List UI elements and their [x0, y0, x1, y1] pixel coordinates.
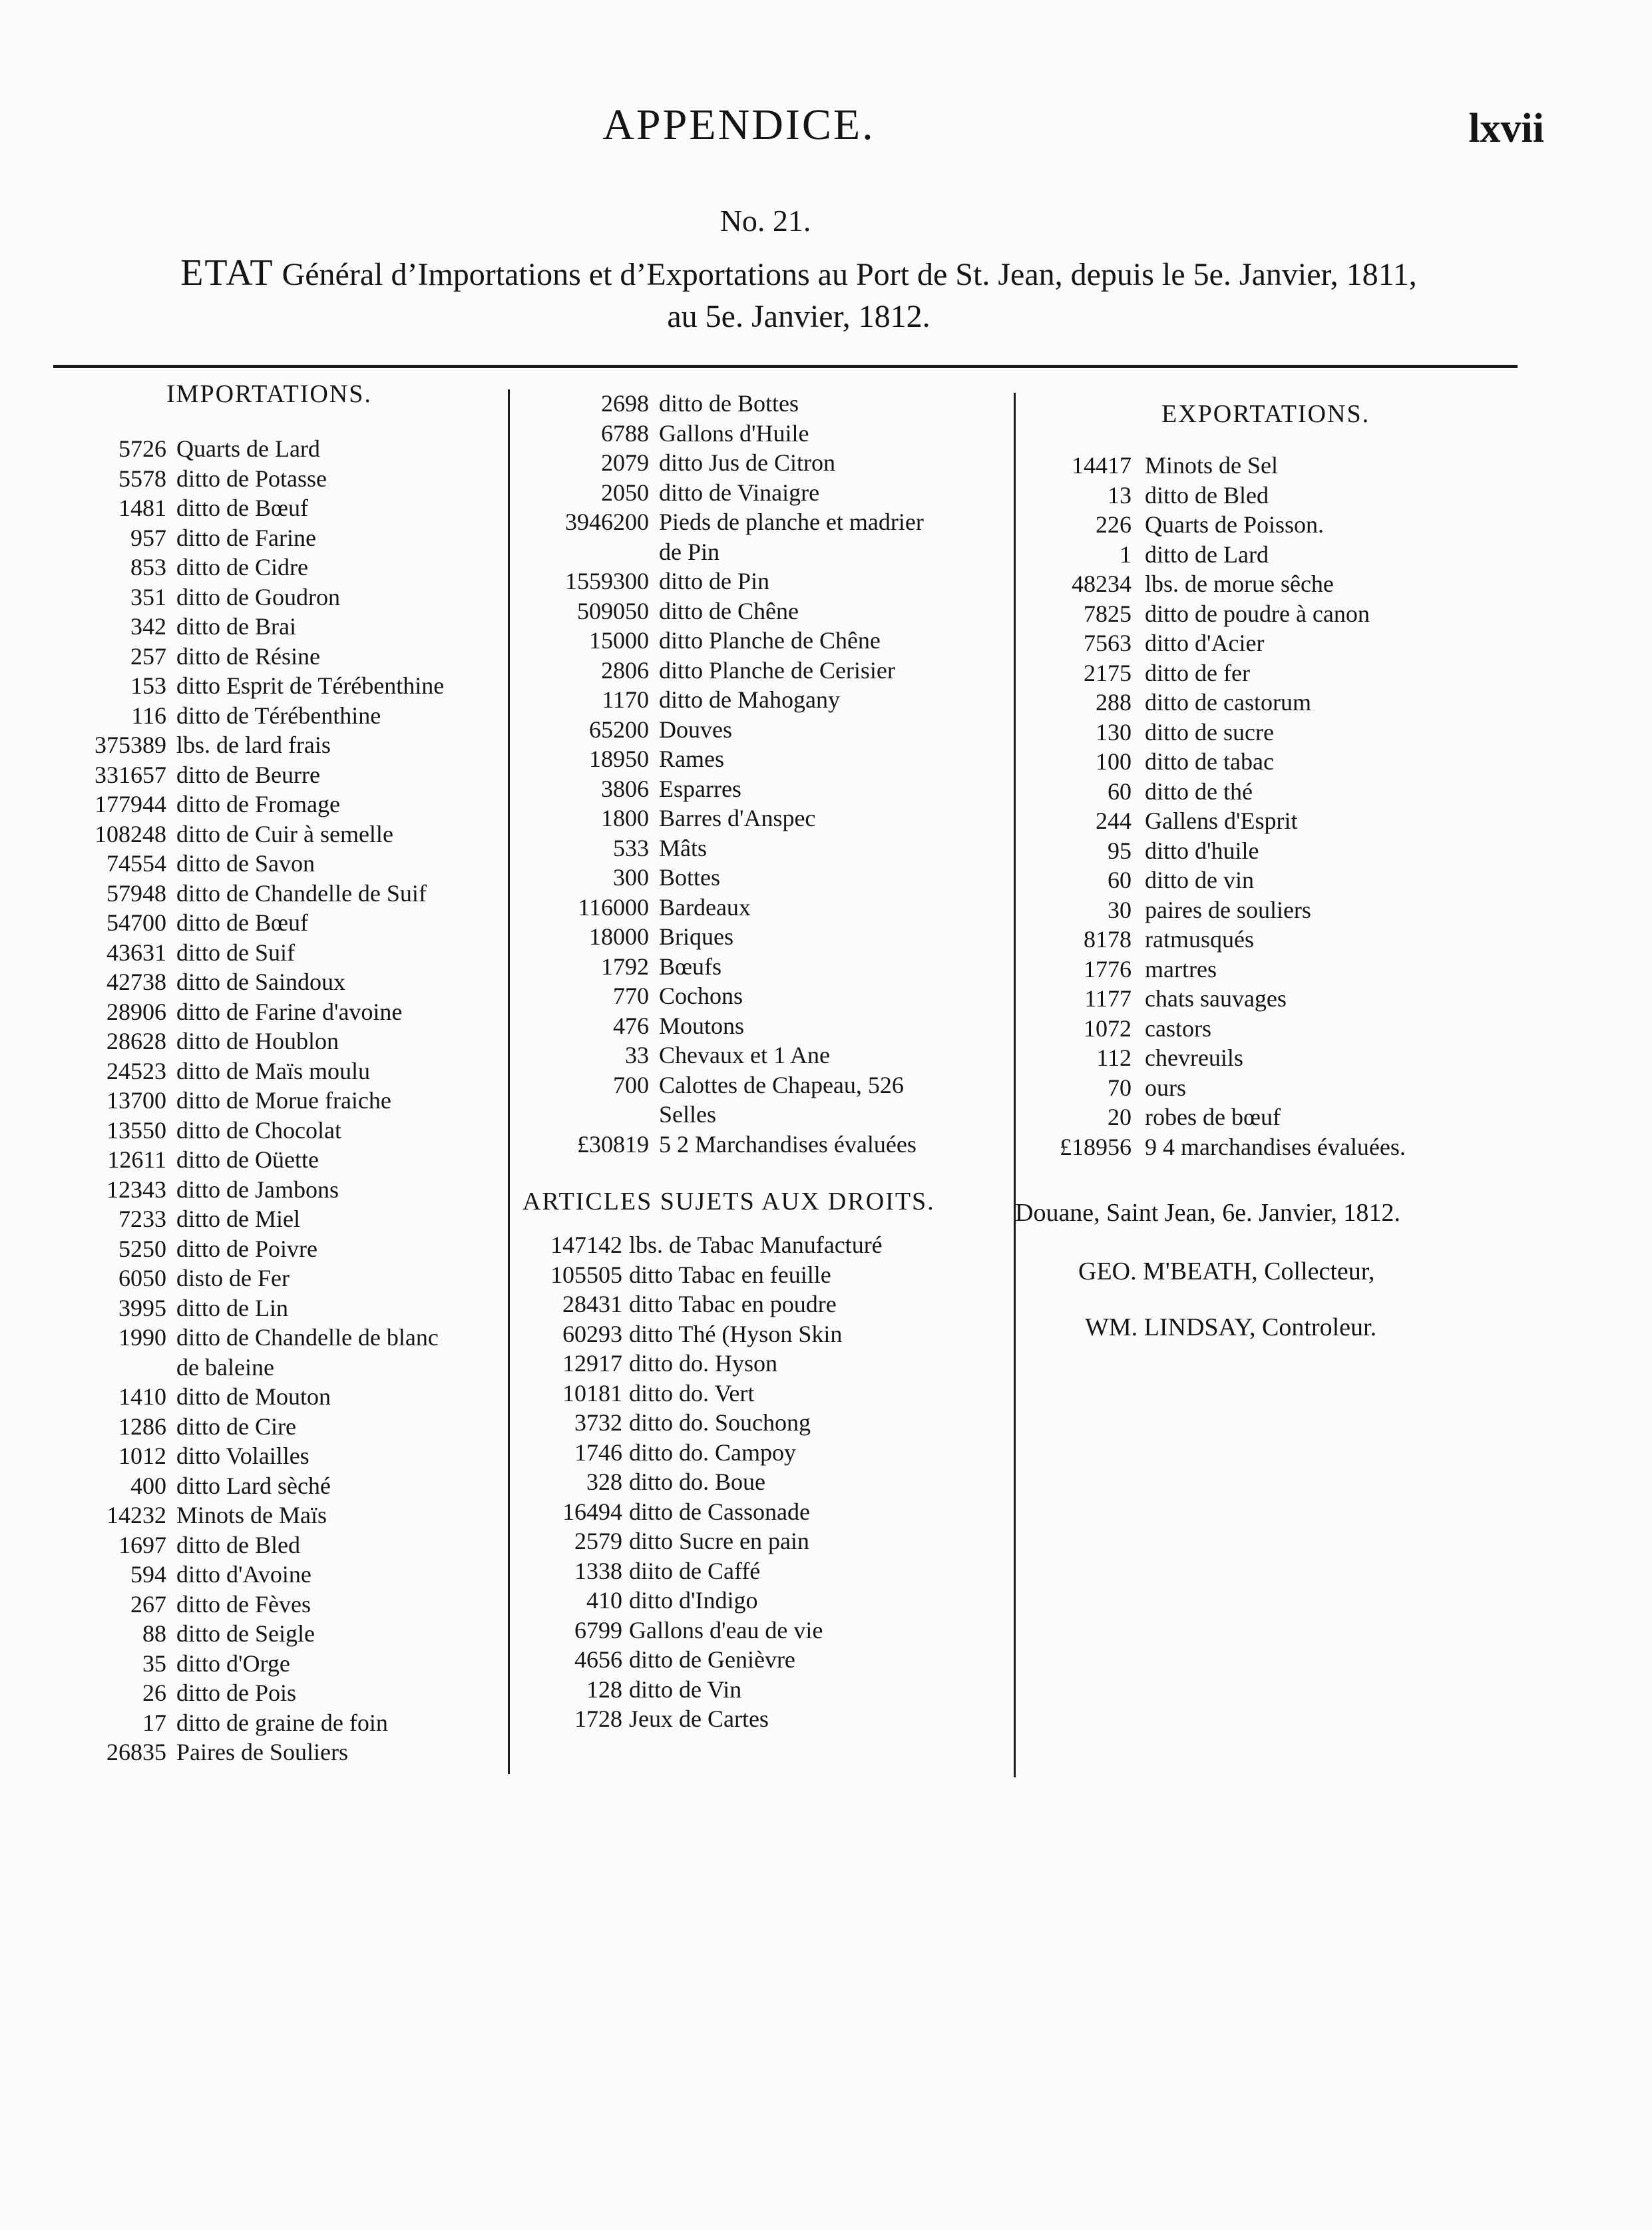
row-description: ditto do. Vert	[629, 1379, 755, 1407]
row-quantity: 1286	[118, 1413, 166, 1440]
row-description: ditto d'huile	[1145, 837, 1259, 864]
row-description: ditto de Vinaigre	[659, 479, 820, 506]
document-title-lead: ETAT	[180, 252, 274, 294]
row-description: ditto de Chocolat	[176, 1116, 341, 1144]
row-description: ditto de Mahogany	[659, 686, 840, 713]
row-description: ditto de Bœuf	[176, 495, 308, 521]
row-description: ditto d'Acier	[1145, 630, 1265, 656]
row-quantity: 8178	[1084, 926, 1132, 953]
row-description: ditto de Farine d'avoine	[176, 998, 403, 1025]
row-description: ditto de Fromage	[176, 791, 340, 817]
row-description: ditto de sucre	[1145, 718, 1274, 746]
row-quantity: 351	[130, 583, 166, 610]
row-quantity: 130	[1096, 718, 1132, 746]
row-description: ditto de tabac	[1145, 748, 1274, 775]
row-quantity: 594	[130, 1561, 166, 1588]
row-quantity: 147142	[550, 1231, 622, 1258]
row-quantity: 4656	[574, 1646, 622, 1673]
row-quantity: 300	[613, 864, 649, 891]
row-quantity: 328	[586, 1468, 622, 1495]
row-quantity: 14417	[1072, 452, 1132, 479]
row-quantity: 60	[1108, 778, 1132, 805]
row-quantity: 2806	[601, 656, 649, 684]
row-description: ditto de Cuir à semelle	[176, 820, 393, 847]
row-description: ditto Tabac en feuille	[629, 1261, 831, 1288]
row-quantity: 226	[1096, 511, 1132, 538]
row-description: Briques	[659, 923, 733, 950]
row-description: ditto de Vin	[629, 1675, 742, 1703]
row-quantity: 3946200	[565, 509, 649, 535]
row-quantity: 1170	[602, 686, 649, 713]
row-description: Quarts de Poisson.	[1145, 511, 1324, 538]
row-quantity: 33	[625, 1042, 649, 1068]
row-quantity: 42738	[106, 969, 166, 995]
row-quantity: 1792	[601, 953, 649, 980]
row-quantity: 88	[142, 1620, 166, 1647]
row-description: ditto de Beurre	[176, 761, 320, 788]
row-quantity: 1410	[118, 1383, 166, 1410]
row-quantity: 509050	[577, 597, 649, 624]
row-description: ditto d'Indigo	[629, 1587, 758, 1614]
row-quantity: 2079	[601, 449, 649, 476]
row-description: ditto de Brai	[176, 613, 296, 640]
row-description: paires de souliers	[1145, 896, 1311, 923]
row-quantity: 342	[130, 613, 166, 640]
row-description: Bœufs	[659, 953, 722, 980]
row-description: ditto de Chêne	[659, 597, 799, 624]
row-quantity: 177944	[95, 791, 166, 817]
row-quantity: 108248	[95, 820, 166, 847]
row-quantity: 12917	[562, 1350, 622, 1377]
row-description: lbs. de morue sêche	[1145, 570, 1334, 597]
row-description: Jeux de Cartes	[629, 1705, 769, 1732]
row-description: ditto de Houblon	[176, 1028, 339, 1054]
header-rule	[53, 365, 1518, 368]
row-description: ditto de Chandelle de Suif	[176, 879, 427, 907]
row-description: de Pin	[659, 538, 720, 565]
row-quantity: 12611	[107, 1146, 166, 1173]
row-quantity: 244	[1096, 807, 1132, 834]
row-quantity: 20	[1108, 1104, 1132, 1130]
row-quantity: 18000	[589, 923, 649, 950]
row-description: ditto de Maïs moulu	[176, 1057, 370, 1084]
row-description: ditto Esprit de Térébenthine	[176, 672, 445, 699]
row-description: ditto Sucre en pain	[629, 1528, 809, 1554]
row-description: ditto de Cidre	[176, 554, 308, 580]
row-quantity: 28906	[106, 998, 166, 1025]
row-description: ditto Planche de Chêne	[659, 627, 881, 654]
row-description: chats sauvages	[1145, 985, 1287, 1012]
row-quantity: 26	[142, 1679, 166, 1706]
row-quantity: 13700	[106, 1087, 166, 1114]
signature-place-date: Douane, Saint Jean, 6e. Janvier, 1812.	[1015, 1199, 1400, 1227]
row-quantity: 2698	[601, 390, 649, 417]
page-number: lxvii	[1468, 106, 1544, 151]
row-quantity: 30	[1108, 896, 1132, 923]
row-description: lbs. de lard frais	[176, 732, 331, 758]
row-quantity: 1990	[118, 1324, 166, 1351]
row-description: ditto de castorum	[1145, 689, 1311, 716]
row-description: ditto de poudre à canon	[1145, 600, 1370, 627]
row-description: ditto de Bled	[1145, 481, 1269, 509]
row-description: ditto d'Avoine	[176, 1561, 311, 1588]
row-description: ditto de Cassonade	[629, 1498, 810, 1525]
row-quantity: 18950	[589, 746, 649, 772]
row-quantity: 16494	[562, 1498, 622, 1525]
row-quantity: 13	[1108, 481, 1132, 509]
row-description: ditto Lard sèché	[176, 1472, 331, 1499]
row-quantity: 6050	[118, 1265, 166, 1291]
row-description: ditto de Lin	[176, 1294, 288, 1321]
row-quantity: 105505	[550, 1261, 622, 1288]
row-quantity: 26835	[106, 1739, 166, 1765]
row-quantity: 6799	[574, 1616, 622, 1644]
row-quantity: 74554	[106, 850, 166, 877]
row-description: ditto Planche de Cerisier	[659, 656, 895, 684]
row-description: 5 2 Marchandises évaluées	[659, 1130, 917, 1158]
row-quantity: 128	[586, 1675, 622, 1703]
row-description: ditto de Farine	[176, 524, 316, 551]
row-description: ours	[1145, 1074, 1186, 1101]
row-quantity: 1697	[118, 1531, 166, 1558]
row-quantity: 476	[613, 1012, 649, 1039]
row-quantity: 10181	[562, 1379, 622, 1407]
row-description: ditto de Miel	[176, 1206, 300, 1232]
row-description: diito de Caffé	[629, 1557, 761, 1584]
row-quantity: 13550	[106, 1116, 166, 1144]
row-quantity: 112	[1096, 1044, 1132, 1071]
row-description: ditto de thé	[1145, 778, 1253, 805]
row-description: ditto de Suif	[176, 939, 295, 966]
row-quantity: 35	[142, 1650, 166, 1677]
row-quantity: 700	[613, 1071, 649, 1098]
row-description: ditto Tabac en poudre	[629, 1291, 837, 1317]
row-quantity: 2050	[601, 479, 649, 506]
row-description: ditto Volailles	[176, 1443, 310, 1469]
row-quantity: £30819	[577, 1130, 649, 1158]
row-description: ditto d'Orge	[176, 1650, 290, 1677]
row-description: ditto de Bottes	[659, 390, 799, 417]
row-quantity: 57948	[106, 879, 166, 907]
row-quantity: 70	[1108, 1074, 1132, 1101]
exportations-heading: EXPORTATIONS.	[1161, 400, 1370, 428]
signature-controller: WM. LINDSAY, Controleur.	[1085, 1313, 1377, 1341]
row-description: ditto de Goudron	[176, 583, 340, 610]
row-quantity: 60293	[562, 1320, 622, 1347]
row-description: Calottes de Chapeau, 526	[659, 1071, 904, 1098]
row-description: ditto de Chandelle de blanc	[176, 1324, 439, 1351]
row-description: robes de bœuf	[1145, 1104, 1281, 1130]
row-quantity: 116000	[578, 893, 649, 921]
document-title-line-2: au 5e. Janvier, 1812.	[667, 299, 930, 334]
row-description: Cochons	[659, 983, 743, 1009]
row-description: 9 4 marchandises évaluées.	[1145, 1133, 1406, 1160]
row-description: Barres d'Anspec	[659, 805, 816, 831]
row-quantity: 5250	[118, 1235, 166, 1262]
row-quantity: 375389	[95, 732, 166, 758]
document-number: No. 21.	[720, 204, 811, 238]
row-description: Gallons d'eau de vie	[629, 1616, 823, 1644]
row-description: Esparres	[659, 775, 741, 802]
row-quantity: 43631	[106, 939, 166, 966]
page-title: APPENDICE.	[602, 101, 875, 149]
row-quantity: 533	[613, 834, 649, 861]
row-description: ratmusqués	[1145, 926, 1254, 953]
row-quantity: 65200	[589, 716, 649, 743]
row-description: martres	[1145, 955, 1217, 983]
row-quantity: 7233	[118, 1206, 166, 1232]
column-divider-left	[508, 389, 510, 1774]
row-description: lbs. de Tabac Manufacturé	[629, 1231, 883, 1258]
row-quantity: 95	[1108, 837, 1132, 864]
row-description: ditto de Genièvre	[629, 1646, 795, 1673]
row-quantity: 1559300	[565, 568, 649, 594]
row-description: Rames	[659, 746, 724, 772]
duties-heading: ARTICLES SUJETS AUX DROITS.	[522, 1188, 935, 1216]
row-quantity: 5578	[118, 465, 166, 492]
row-quantity: 1	[1120, 541, 1132, 568]
column-divider-right	[1014, 393, 1016, 1777]
row-quantity: 7825	[1084, 600, 1132, 627]
row-description: ditto do. Boue	[629, 1468, 765, 1495]
row-quantity: 1746	[574, 1439, 622, 1466]
signature-collector: GEO. M'BEATH, Collecteur,	[1078, 1257, 1375, 1285]
row-quantity: 48234	[1072, 570, 1132, 597]
row-quantity: 257	[130, 642, 166, 670]
row-quantity: 153	[130, 672, 166, 699]
row-description: disto de Fer	[176, 1265, 290, 1291]
row-quantity: 3732	[574, 1409, 622, 1436]
row-quantity: 28628	[106, 1028, 166, 1054]
row-description: Bardeaux	[659, 893, 751, 921]
row-quantity: 410	[586, 1587, 622, 1614]
row-description: Mâts	[659, 834, 707, 861]
row-quantity: 3806	[601, 775, 649, 802]
row-description: ditto de Seigle	[176, 1620, 315, 1647]
row-quantity: 853	[130, 554, 166, 580]
row-quantity: 288	[1096, 689, 1132, 716]
row-quantity: 1481	[118, 495, 166, 521]
row-description: chevreuils	[1145, 1044, 1243, 1071]
row-quantity: £18956	[1060, 1133, 1132, 1160]
row-description: ditto de Pin	[659, 568, 770, 594]
document-title-rest: Général d’Importations et d’Exportations au Port de St. Jean, depuis le 5e. Janvier, 1811,	[282, 257, 1417, 292]
row-quantity: 15000	[589, 627, 649, 654]
row-quantity: 28431	[562, 1291, 622, 1317]
row-quantity: 3995	[118, 1294, 166, 1321]
row-description: ditto de Cire	[176, 1413, 296, 1440]
row-description: Minots de Maïs	[176, 1502, 327, 1528]
row-description: ditto de Fèves	[176, 1590, 311, 1618]
row-description: ditto de Potasse	[176, 465, 327, 492]
row-quantity: 1012	[118, 1443, 166, 1469]
row-quantity: 12343	[106, 1176, 166, 1203]
row-description: ditto de fer	[1145, 659, 1250, 686]
row-description: ditto de Résine	[176, 642, 320, 670]
importations-heading: IMPORTATIONS.	[166, 380, 372, 408]
row-description: ditto Thé (Hyson Skin	[629, 1320, 843, 1347]
row-description: ditto de Savon	[176, 850, 315, 877]
row-description: ditto do. Campoy	[629, 1439, 796, 1466]
row-description: Pieds de planche et madrier	[659, 509, 924, 535]
row-description: ditto de graine de foin	[176, 1709, 388, 1736]
row-description: ditto de Jambons	[176, 1176, 339, 1203]
row-description: ditto de Térébenthine	[176, 702, 381, 729]
row-quantity: 1800	[601, 805, 649, 831]
row-quantity: 7563	[1084, 630, 1132, 656]
row-quantity: 17	[142, 1709, 166, 1736]
row-description: ditto de Bled	[176, 1531, 300, 1558]
row-quantity: 54700	[106, 909, 166, 936]
row-description: Moutons	[659, 1012, 745, 1039]
document-title-line-1	[47, 252, 1551, 294]
row-quantity: 1776	[1084, 955, 1132, 983]
row-description: ditto de Saindoux	[176, 969, 345, 995]
row-quantity: 331657	[95, 761, 166, 788]
row-description: castors	[1145, 1014, 1211, 1042]
row-quantity: 1338	[574, 1557, 622, 1584]
row-description: ditto de Mouton	[176, 1383, 331, 1410]
row-description: Selles	[659, 1101, 716, 1128]
row-description: ditto de Lard	[1145, 541, 1269, 568]
row-description: ditto de vin	[1145, 867, 1254, 893]
row-description: Douves	[659, 716, 732, 743]
row-description: Chevaux et 1 Ane	[659, 1042, 830, 1068]
row-quantity: 14232	[106, 1502, 166, 1528]
row-description: ditto do. Souchong	[629, 1409, 811, 1436]
row-description: Paires de Souliers	[176, 1739, 348, 1765]
row-description: ditto de Morue fraiche	[176, 1087, 391, 1114]
row-quantity: 60	[1108, 867, 1132, 893]
row-quantity: 1728	[574, 1705, 622, 1732]
row-description: Bottes	[659, 864, 721, 891]
row-description: ditto do. Hyson	[629, 1350, 778, 1377]
row-description: ditto Jus de Citron	[659, 449, 836, 476]
row-quantity: 116	[131, 702, 166, 729]
row-quantity: 770	[613, 983, 649, 1009]
row-description: ditto de Poivre	[176, 1235, 317, 1262]
row-quantity: 1072	[1084, 1014, 1132, 1042]
row-quantity: 5726	[118, 435, 166, 462]
row-quantity: 6788	[601, 419, 649, 447]
row-quantity: 100	[1096, 748, 1132, 775]
row-quantity: 2579	[574, 1528, 622, 1554]
row-quantity: 267	[130, 1590, 166, 1618]
row-quantity: 2175	[1084, 659, 1132, 686]
row-description: ditto de Oüette	[176, 1146, 319, 1173]
row-description: Gallens d'Esprit	[1145, 807, 1298, 834]
row-description: ditto de Bœuf	[176, 909, 308, 936]
row-description: ditto de Pois	[176, 1679, 297, 1706]
row-quantity: 24523	[106, 1057, 166, 1084]
row-description: Gallons d'Huile	[659, 419, 809, 447]
row-description: Minots de Sel	[1145, 452, 1279, 479]
row-quantity: 400	[130, 1472, 166, 1499]
row-quantity: 1177	[1084, 985, 1132, 1012]
row-description: de baleine	[176, 1353, 274, 1381]
row-description: Quarts de Lard	[176, 435, 320, 462]
row-quantity: 957	[130, 524, 166, 551]
